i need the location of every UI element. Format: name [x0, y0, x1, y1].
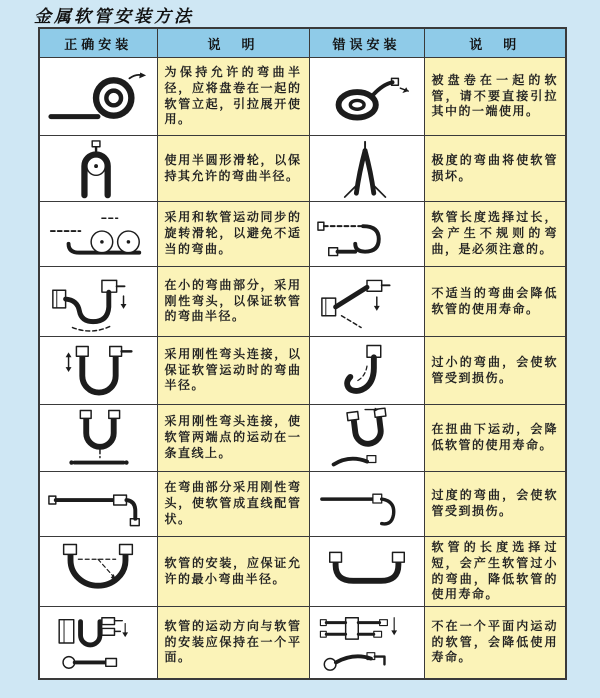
table-row: [39, 136, 566, 202]
wrong-description: 被盘卷在一起的软管，请不要直接引拉其中的一端使用。: [424, 58, 566, 136]
correct-description: 使用半圆形滑轮，以保持其允许的弯曲半径。: [157, 136, 309, 202]
min-bend-radius-u-icon: [45, 540, 151, 604]
correct-illustration-cell: [39, 202, 157, 267]
wrong-illustration-cell: [309, 136, 424, 202]
wrong-description: 软管的长度选择过短，会产生软管过小的弯曲，降低软管的使用寿命。: [424, 537, 566, 607]
coiled-hose-pulled-icon: [316, 66, 418, 128]
table-row: [39, 537, 566, 607]
too-small-bend-icon: [316, 340, 418, 402]
correct-description: 软管的安装，应保证允许的最小弯曲半径。: [157, 537, 309, 607]
table-row: [39, 337, 566, 405]
too-short-hose-icon: [316, 540, 418, 604]
rigid-elbow-small-bend-icon: [45, 270, 151, 334]
wrong-description: 不适当的弯曲会降低软管的使用寿命。: [424, 267, 566, 337]
installation-methods-table: [38, 27, 567, 680]
wrong-description: 软管长度选择过长，会产生不规则的弯曲，是必须注意的。: [424, 202, 566, 267]
wrong-illustration-cell: [309, 405, 424, 472]
header-wrong-install: 错误安装: [309, 28, 424, 58]
page-title: 金属软管安装方法: [34, 7, 194, 26]
wrong-illustration-cell: [309, 202, 424, 267]
improper-bend-icon: [316, 270, 418, 334]
table-row: [39, 267, 566, 337]
correct-illustration-cell: [39, 405, 157, 472]
wrong-illustration-cell: [309, 537, 424, 607]
standing-coil-hose-icon: [45, 66, 151, 128]
header-correct-description: 说 明: [157, 28, 309, 58]
table-row: [39, 607, 566, 679]
table-row: [39, 202, 566, 267]
wrong-illustration-cell: [309, 607, 424, 679]
extreme-bend-icon: [316, 139, 418, 199]
twisted-motion-icon: [316, 407, 418, 469]
correct-illustration-cell: [39, 472, 157, 537]
correct-illustration-cell: [39, 267, 157, 337]
correct-description: 采用刚性弯头连接，使软管两端点的运动在一条直线上。: [157, 405, 309, 472]
correct-illustration-cell: [39, 337, 157, 405]
wrong-description: 过小的弯曲，会使软管受到损伤。: [424, 337, 566, 405]
straight-line-motion-icon: [45, 407, 151, 469]
non-planar-motion-icon: [316, 610, 418, 676]
header-row: [39, 28, 566, 58]
wrong-illustration-cell: [309, 337, 424, 405]
wrong-illustration-cell: [309, 472, 424, 537]
correct-description: 在小的弯曲部分，采用刚性弯头，以保证软管的弯曲半径。: [157, 267, 309, 337]
table-row: [39, 405, 566, 472]
header-wrong-description: 说 明: [424, 28, 566, 58]
header-correct-install: 正确安装: [39, 28, 157, 58]
correct-description: 为保持允许的弯曲半径，应将盘卷在一起的软管立起，引拉展开使用。: [157, 58, 309, 136]
irregular-bend-icon: [316, 206, 418, 262]
wrong-description: 极度的弯曲将使软管损坏。: [424, 136, 566, 202]
correct-illustration-cell: [39, 537, 157, 607]
wrong-description: 过度的弯曲，会使软管受到损伤。: [424, 472, 566, 537]
wrong-description: 不在一个平面内运动的软管，会降低使用寿命。: [424, 607, 566, 679]
excessive-bend-icon: [316, 475, 418, 533]
correct-description: 采用刚性弯头连接，以保证软管运动时的弯曲半径。: [157, 337, 309, 405]
wrong-description: 在扭曲下运动，会降低软管的使用寿命。: [424, 405, 566, 472]
rotating-pulleys-icon: [45, 206, 151, 262]
table-row: [39, 472, 566, 537]
wrong-illustration-cell: [309, 267, 424, 337]
correct-illustration-cell: [39, 136, 157, 202]
correct-illustration-cell: [39, 607, 157, 679]
table-row: [39, 58, 566, 136]
wrong-illustration-cell: [309, 58, 424, 136]
correct-description: 软管的运动方向与软管的安装应保持在一个平面。: [157, 607, 309, 679]
correct-description: 在弯曲部分采用刚性弯头，使软管成直线配管状。: [157, 472, 309, 537]
rigid-elbow-u-connection-icon: [45, 340, 151, 402]
planar-motion-assembly-icon: [45, 610, 151, 676]
correct-description: 采用和软管运动同步的旋转滑轮，以避免不适当的弯曲。: [157, 202, 309, 267]
semicircular-pulley-icon: [47, 139, 149, 199]
straight-piping-elbow-icon: [45, 475, 151, 533]
correct-illustration-cell: [39, 58, 157, 136]
